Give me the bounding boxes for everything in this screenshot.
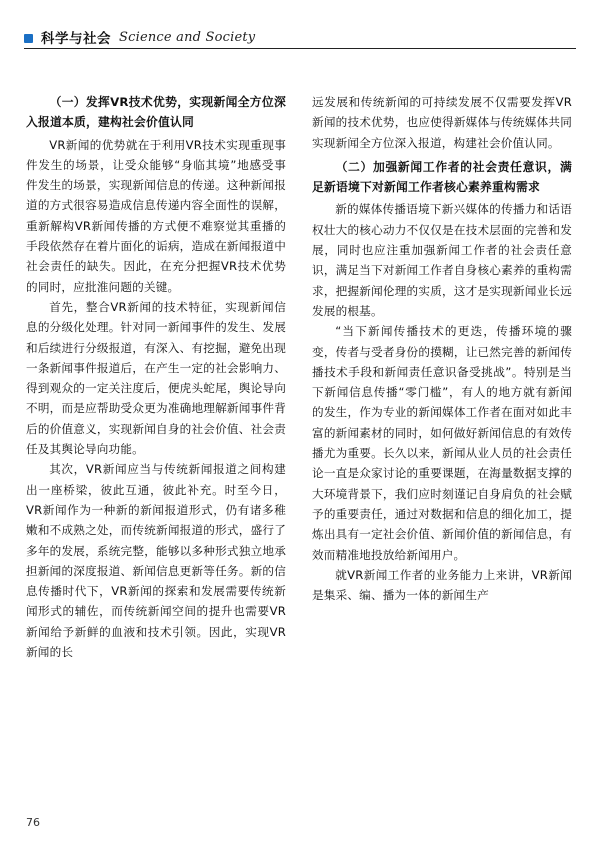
paragraph-continued: 远发展和传统新闻的可持续发展不仅需要发挥VR新闻的技术优势，也应使得新媒体与传统媒体共同实现新闻全方位深入报道，构建社会价值认同。 (312, 95, 572, 150)
page-header (24, 24, 576, 50)
paragraph: 首先，整合VR新闻的技术特征，实现新闻信息的分级化处理。针对同一新闻事件的发生、发展和后续进行分级报道，有深入、有挖掘，避免出现一条新闻事件报道后，在产生一定的社会影响力、得到观众的一定关注度后，便虎头蛇尾，舆论导向不明，而是应帮助受众更为准确地理解新闻事件背后的价值意义，实现新闻自身的社会价值、社会责任及其舆论导向功能。 (26, 299, 286, 457)
header-title-en: Science and Society (119, 29, 256, 45)
article-columns (26, 92, 574, 799)
paragraph: “当下新闻传播技术的更迭，传播环境的骤变，传者与受者身份的摸糊，让已然完善的新闻传播技术手段和新闻责任意识备受挑战”。特别是当下新闻信息传播“零门槛”，有人的地方就有新闻的发生，作为专业的新闻媒体工作者在面对如此丰富的新闻素材的同时，如何做好新闻信息的有效传播尤为重要。长久以来，新闻从业人员的社会责任论一直是众家讨论的重要课题，在海量数据支撑的大环境背景下，我们应时刻谨记自身肩负的社会赋予的重要责任，通过对数据和信息的细化加工，提炼出具有一定社会价值、新闻价值的新闻信息，有效而精准地投放给新闻用户。 (312, 324, 572, 562)
header-divider (24, 48, 576, 49)
header-bullet-icon (24, 34, 33, 43)
page-number: 76 (26, 816, 40, 829)
paragraph: 新的媒体传播语境下新兴媒体的传播力和话语权壮大的核心动力不仅仅是在技术层面的完善和发展，同时也应注重加强新闻工作者的社会责任意识，满足当下对新闻工作者自身核心素养的重构需求，把握新闻伦理的实质，这才是实现新闻业长远发展的根基。 (312, 202, 572, 318)
left-column (26, 92, 286, 799)
section-heading-1: （一）发挥VR技术优势，实现新闻全方位深入报道本质，建构社会价值认同 (26, 95, 286, 130)
paragraph: 其次，VR新闻应当与传统新闻报道之间构建出一座桥梁，彼此互通，彼此补充。时至今日，VR新闻作为一种新的新闻报道形式，仍有诸多稚嫩和不成熟之处，而传统新闻报道的形式，盛行了多年的发展，系统完整，能够以多种形式独立地承担新闻的深度报道、新闻信息更新等任务。新的信息传播时代下，VR新闻的探索和发展需要传统新闻形式的辅佐，而传统新闻空间的提升也需要VR新闻给予新鲜的血液和技术引领。因此，实现VR新闻的长 (26, 462, 286, 660)
paragraph: VR新闻的优势就在于利用VR技术实现重现事件发生的场景，让受众能够“身临其境”地感受事件发生的场景，实现新闻信息的传递。这种新闻报道的方式很容易造成信息传递内容全面性的误解，重新解构VR新闻传播的方式便不难察觉其重播的手段依然存在着片面化的诟病，造成在新闻报道中社会责任的缺失。因此，在充分把握VR技术优势的同时，应批淮问题的关键。 (26, 137, 286, 294)
paragraph: 就VR新闻工作者的业务能力上来讲，VR新闻是集采、编、播为一体的新闻生产 (312, 567, 572, 603)
section-heading-2: （二）加强新闻工作者的社会责任意识，满足新语境下对新闻工作者核心素养重构需求 (312, 159, 572, 195)
right-column (312, 92, 572, 799)
header-title-cn: 科学与社会 (41, 31, 111, 47)
